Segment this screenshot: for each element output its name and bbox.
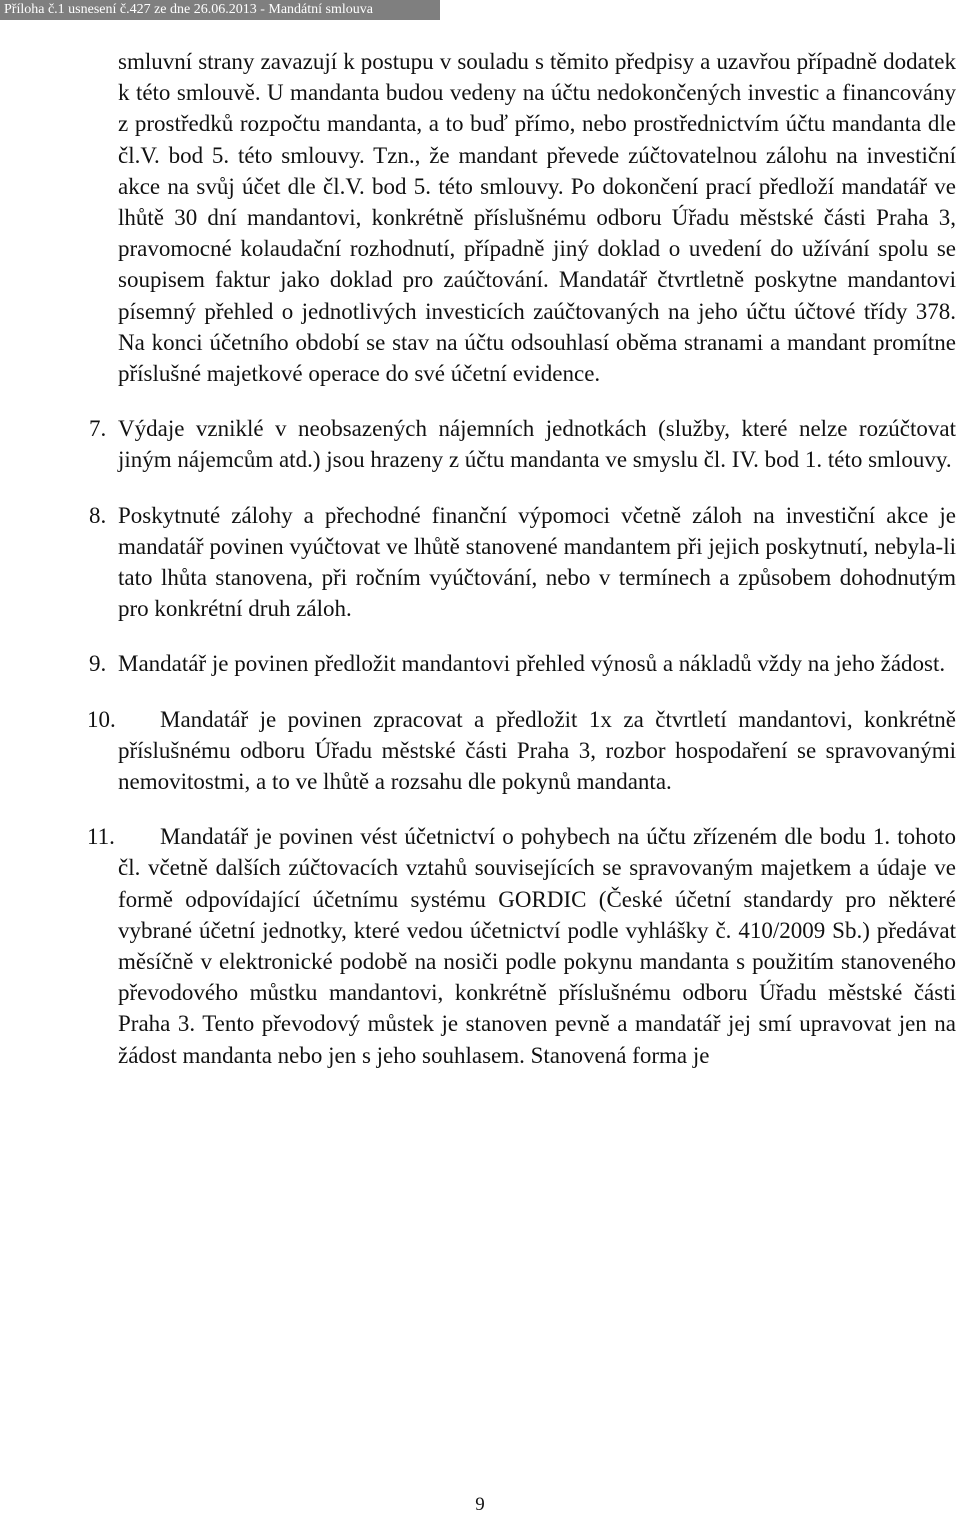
- intro-paragraph: smluvní strany zavazují k postupu v souladu s těmito předpisy a uzavřou případně dodatek k této smlouvě. U mandanta budou vedeny na účtu nedokončených investic a financovány z prostředků rozpočtu mandanta, a to buď přímo, nebo prostřednictvím účtu mandanta dle čl.V. bod 5. této smlouvy. Tzn., že mandant převede zúčtovatelnou zálohu na investiční akce na svůj účet dle čl.V. bod 5. této smlouvy. Po dokončení prací předloží mandatář ve lhůtě 30 dní mandantovi, konkrétně příslušnému odboru Úřadu městské části Praha 3, pravomocné kolaudační rozhodnutí, případně jiný doklad o uvedení do užívání spolu se soupisem faktur jako doklad pro zaúčtování. Mandatář čtvrtletně poskytne mandantovi písemný přehled o jednotlivých investicích zaúčtovaných na jeho účtu účtové třídy 378. Na konci účetního období se stav na účtu odsouhlasí oběma stranami a mandant promítne příslušné majetkové operace do své účetní evidence.: [118, 49, 956, 387]
- item-number: 10.: [87, 706, 116, 732]
- list-item-8: [89, 500, 956, 625]
- document-body: [87, 46, 956, 1071]
- item-number: 8.: [89, 502, 107, 528]
- list-item-9: [89, 648, 956, 679]
- item-text: Mandatář je povinen zpracovat a předložit 1x za čtvrtletí mandantovi, konkrétně příslušnému odboru Úřadu městské části Praha 3, rozbor hospodaření se spravovanými nemovitostmi, a to ve lhůtě a rozsahu dle pokynů mandanta.: [118, 706, 956, 795]
- item-number: 9.: [89, 651, 107, 677]
- list-item-11: [87, 821, 956, 1071]
- item-text: Poskytnuté zálohy a přechodné finanční výpomoci včetně záloh na investiční akce je mandatář povinen vyúčtovat ve lhůtě stanovené mandantem při jejich poskytnutí, nebyla-li tato lhůta stanovena, při ročním vyúčtování, nebo v termínech a způsobem dohodnutým pro konkrétní druh záloh.: [118, 502, 956, 622]
- list-item-10: [87, 704, 956, 798]
- item-text: Výdaje vzniklé v neobsazených nájemních jednotkách (služby, které nelze rozúčtovat jiným nájemcům atd.) jsou hrazeny z účtu mandanta ve smyslu čl. IV. bod 1. této smlouvy.: [118, 416, 956, 473]
- item-number: 11.: [87, 824, 115, 850]
- document-header: [0, 0, 440, 20]
- list-item-7: [89, 413, 956, 475]
- item-text: Mandatář je povinen vést účetnictví o pohybech na účtu zřízeném dle bodu 1. tohoto čl. včetně dalších zúčtovacích vztahů souvisejících se spravovaným majetkem a údaje ve formě odpovídající účetnímu systému GORDIC (České účetní standardy pro některé vybrané účetní jednotky, které vedou účetnictví podle vyhlášky č. 410/2009 Sb.) předávat měsíčně v elektronické podobě na nosiči podle pokynu mandanta s použitím stanoveného převodového můstku mandantovi, konkrétně příslušnému odboru Úřadu městské části Praha 3. Tento převodový můstek je stanoven pevně a mandatář jej smí upravovat jen na žádost mandanta nebo jen s jeho souhlasem. Stanovená forma je: [118, 824, 956, 1068]
- page-number: 9: [475, 1494, 485, 1515]
- header-title: Příloha č.1 usnesení č.427 ze dne 26.06.2013 - Mandátní smlouva: [4, 2, 373, 17]
- item-text: Mandatář je povinen předložit mandantovi přehled výnosů a nákladů vždy na jeho žádost.: [118, 651, 946, 677]
- item-number: 7.: [89, 416, 107, 442]
